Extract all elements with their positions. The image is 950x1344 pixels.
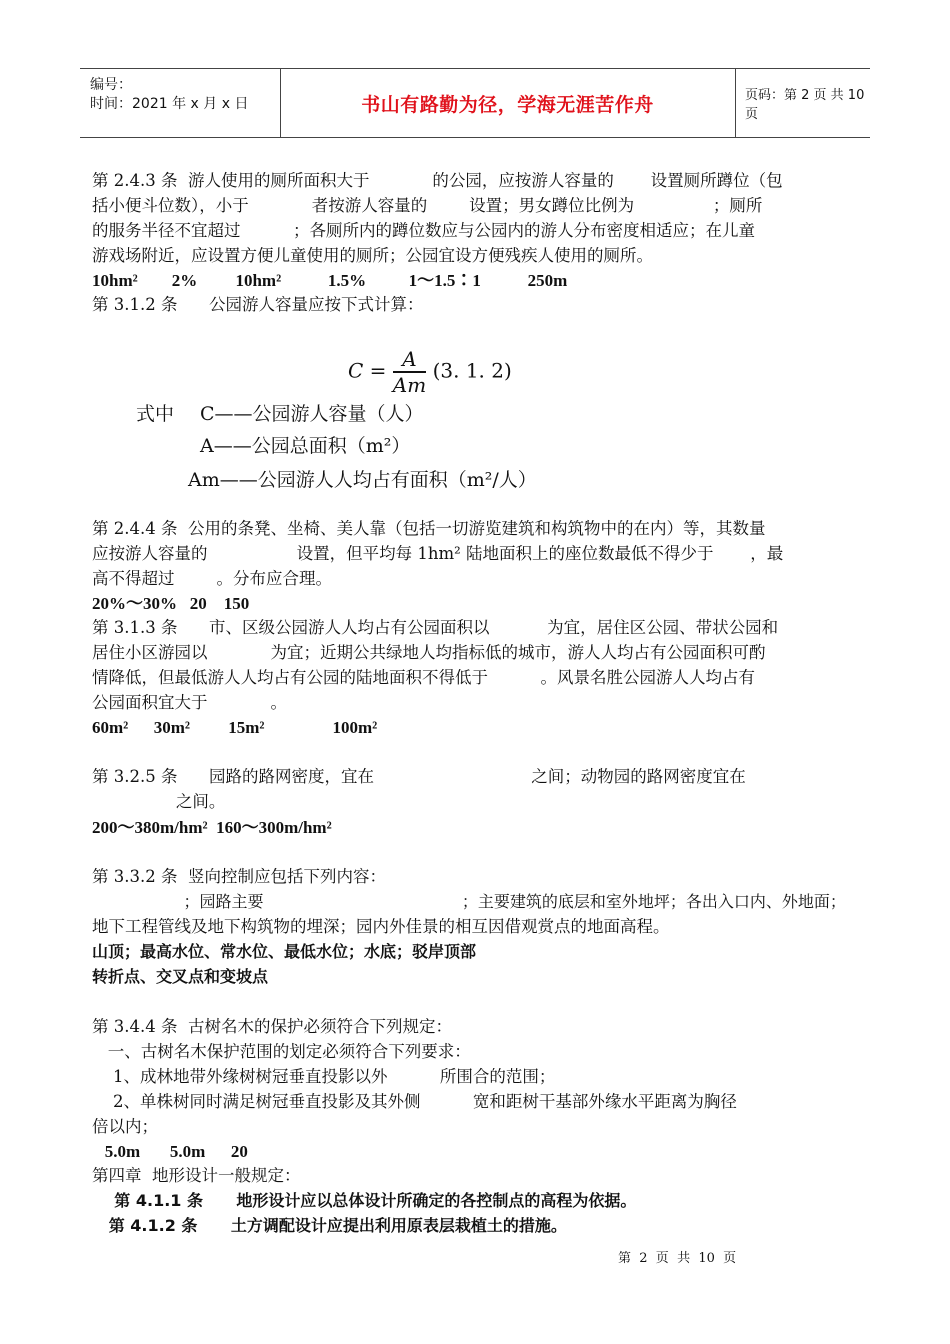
header-table [80,68,870,138]
answer-line: 第 4.1.1 条 地形设计应以总体设计所确定的各控制点的高程为依据。 [92,1191,637,1210]
text-line: 第四章 地形设计一般规定： [92,1166,301,1185]
answer-line: 山顶；最高水位、常水位、最低水位；水底；驳岸顶部 [92,942,477,961]
text-line: 地下工程管线及地下构筑物的埋深；园内外佳景的相互因借观赏点的地面高程。 [92,917,670,936]
motto-text: 书山有路勤为径，学海无涯苦作舟 [361,93,654,116]
doc-number-label: 编号： [90,77,132,93]
header-page-cell [735,69,870,137]
answer-line: 5.0m 5.0m 20 [92,1142,248,1161]
text-line: ；园路主要 ；主要建筑的底层和室外地坪；各出入口内、外地面； [92,892,846,911]
formula-def-c: C——公园游人容量（人） [200,403,424,425]
formula-block [130,335,590,495]
text-line: 的服务半径不宜超过 ；各厕所内的蹲位数应与公园内的游人分布密度相适应；在儿童 [92,221,755,240]
text-line: 公园面积宜大于 。 [92,693,287,712]
answer-line: 转折点、交叉点和变坡点 [92,967,269,986]
text-line: 2、单株树同时满足树冠垂直投影及其外侧 宽和距树干基部外缘水平距离为胸径 [92,1092,737,1111]
text-line: 括小便斗位数），小于 者按游人容量的 设置；男女蹲位比例为 ；厕所 [92,196,763,215]
answer-line: 第 4.1.2 条 土方调配设计应提出利用原表层栽植土的措施。 [92,1216,567,1235]
text-line: 倍以内； [92,1117,158,1136]
answer-line: 60m² 30m² 15m² 100m² [92,718,378,737]
text-line: 第 2.4.3 条 游人使用的厕所面积大于 的公园，应按游人容量的 设置厕所蹲位（包 [92,171,783,190]
text-line: 第 3.2.5 条 园路的路网密度，宜在 之间；动物园的路网密度宜在 [92,767,746,786]
formula-def-am: Am——公园游人人均占有面积（m²/人） [188,469,537,491]
answer-line: 20%～30% 20 150 [92,594,250,613]
text-line: 第 3.1.2 条 公园游人容量应按下式计算： [92,295,424,314]
text-line: 之间。 [92,792,226,811]
formula-def-a: A——公园总面积（m²） [200,435,411,457]
text-line: 第 2.4.4 条 公用的条凳、坐椅、美人靠（包括一切游览建筑和构筑物中的在内）等，其数量 [92,519,766,538]
text-line: 第 3.4.4 条 古树名木的保护必须符合下列规定： [92,1017,452,1036]
doc-time-label: 时间：2021 年 x 月 x 日 [90,96,249,112]
text-line: 1、成林地带外缘树树冠垂直投影以外 所围合的范围； [92,1067,556,1086]
text-line: 情降低，但最低游人人均占有公园的陆地面积不得低于 。风景名胜公园游人人均占有 [92,668,755,687]
text-line: 一、古树名木保护范围的划定必须符合下列要求： [92,1042,471,1061]
text-line: 第 3.3.2 条 竖向控制应包括下列内容： [92,867,386,886]
text-line: 应按游人容量的 设置，但平均每 1hm² 陆地面积上的座位数最低不得少于 ，最 [92,544,784,563]
formula-equation: C = $\frac{A}{Am}$ (3. 1. 2) [348,347,512,397]
header-motto-cell [280,69,736,137]
answer-line: 10hm² 2% 10hm² 1.5% 1～1.5∶1 250m [92,271,568,290]
formula-fraction: $\frac{A}{Am}$ [392,347,427,397]
page-footer: 第 2 页 共 10 页 [618,1251,737,1266]
page-info: 页码：第 2 页 共 10 页 [745,88,865,122]
text-line: 游戏场附近，应设置方便儿童使用的厕所；公园宜设方便残疾人使用的厕所。 [92,246,653,265]
text-line: 第 3.1.3 条 市、区级公园游人人均占有公园面积以 为宜，居住区公园、带状公园和 [92,618,779,637]
text-line: 居住小区游园以 为宜；近期公共绿地人均指标低的城市，游人人均占有公园面积可酌 [92,643,766,662]
text-line: 高不得超过 。分布应合理。 [92,569,332,588]
answer-line: 200～380m/hm² 160～300m/hm² [92,818,332,837]
formula-where-label: 式中 [136,403,175,425]
header-meta-cell [80,69,281,137]
